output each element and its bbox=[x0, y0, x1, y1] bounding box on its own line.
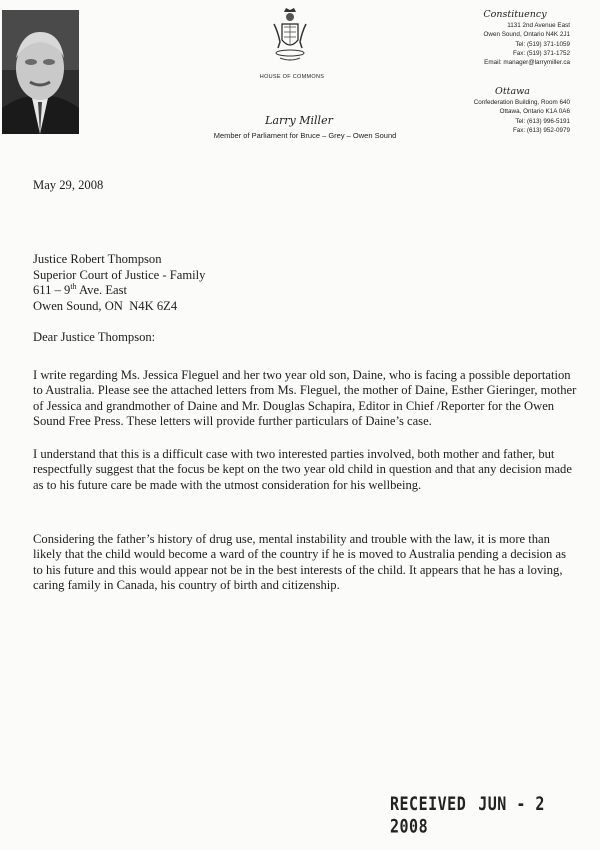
constituency-heading: Constituency bbox=[483, 9, 547, 20]
received-stamp bbox=[390, 793, 590, 838]
ottawa-office-block bbox=[455, 87, 570, 135]
ottawa-heading: Ottawa bbox=[495, 86, 530, 97]
mp-title: Member of Parliament for Bruce – Grey – Owen Sound bbox=[213, 131, 397, 140]
recipient-address bbox=[33, 252, 578, 314]
salutation: Dear Justice Thompson: bbox=[33, 330, 156, 344]
letter-paragraph: I understand that this is a difficult case with two interested parties involved, both mother and father, but respectfully suggest that the focus be kept on the two year old child in question and that any decision made as to his future care be made with the utmost consideration for his wellbeing. bbox=[33, 446, 572, 492]
ottawa-line: Tel: (613) 996-5191 bbox=[515, 117, 570, 125]
mp-portrait-photo bbox=[2, 10, 79, 134]
recipient-court: Superior Court of Justice - Family bbox=[33, 267, 206, 282]
constituency-line: 1131 2nd Avenue East bbox=[507, 22, 570, 30]
ottawa-line: Confederation Building, Room 640 bbox=[473, 99, 570, 107]
recipient-street bbox=[33, 283, 578, 299]
received-stamp-date: JUN - 2 2008 bbox=[390, 792, 545, 838]
ottawa-line: Fax: (613) 952-0979 bbox=[512, 126, 570, 134]
house-of-commons-label: HOUSE OF COMMONS bbox=[259, 74, 325, 80]
recipient-name: Justice Robert Thompson bbox=[33, 252, 162, 266]
constituency-office-block bbox=[460, 10, 570, 67]
street-suffix: th bbox=[70, 282, 77, 291]
letter-paragraph: Considering the father’s history of drug use, mental instability and trouble with the law, it is more than likely that the child would become a ward of the country if he is moved to Australia pending a decision as to his future and this would appear not be in the best interests of the child. It appears that he has a loving, caring family in Canada, his country of birth and citizenship. bbox=[33, 531, 566, 593]
constituency-line: Owen Sound, Ontario N4K 2J1 bbox=[483, 31, 570, 39]
constituency-line: Fax: (519) 371-1752 bbox=[512, 49, 570, 57]
letter-paragraph: I write regarding Ms. Jessica Fleguel and her two year old son, Daine, who is facing a possible deportation to Australia. Please see the attached letters from Ms. Fleguel, the mother of Daine, Esther Gieringer, mother of Jessica and grandmother of Daine and Mr. Douglas Schapira, Editor in Chief /Reporter for the Owen Sound Free Press. These letters will provide further particulars of Daine’s case. bbox=[33, 367, 577, 429]
mp-name-signature: Larry Miller bbox=[265, 114, 333, 127]
canadian-coat-of-arms-logo bbox=[270, 6, 310, 70]
constituency-line: Email: manager@larrymiller.ca bbox=[484, 59, 570, 67]
street-rest: Ave. East bbox=[76, 283, 128, 298]
ottawa-line: Ottawa, Ontario K1A 0A6 bbox=[499, 108, 570, 116]
received-stamp-label: RECEIVED bbox=[390, 792, 467, 815]
recipient-city: Owen Sound, ON N4K 6Z4 bbox=[33, 298, 178, 313]
letter-date: May 29, 2008 bbox=[33, 178, 104, 192]
street-number: 611 – 9 bbox=[33, 283, 71, 298]
constituency-line: Tel: (519) 371-1059 bbox=[515, 40, 570, 48]
